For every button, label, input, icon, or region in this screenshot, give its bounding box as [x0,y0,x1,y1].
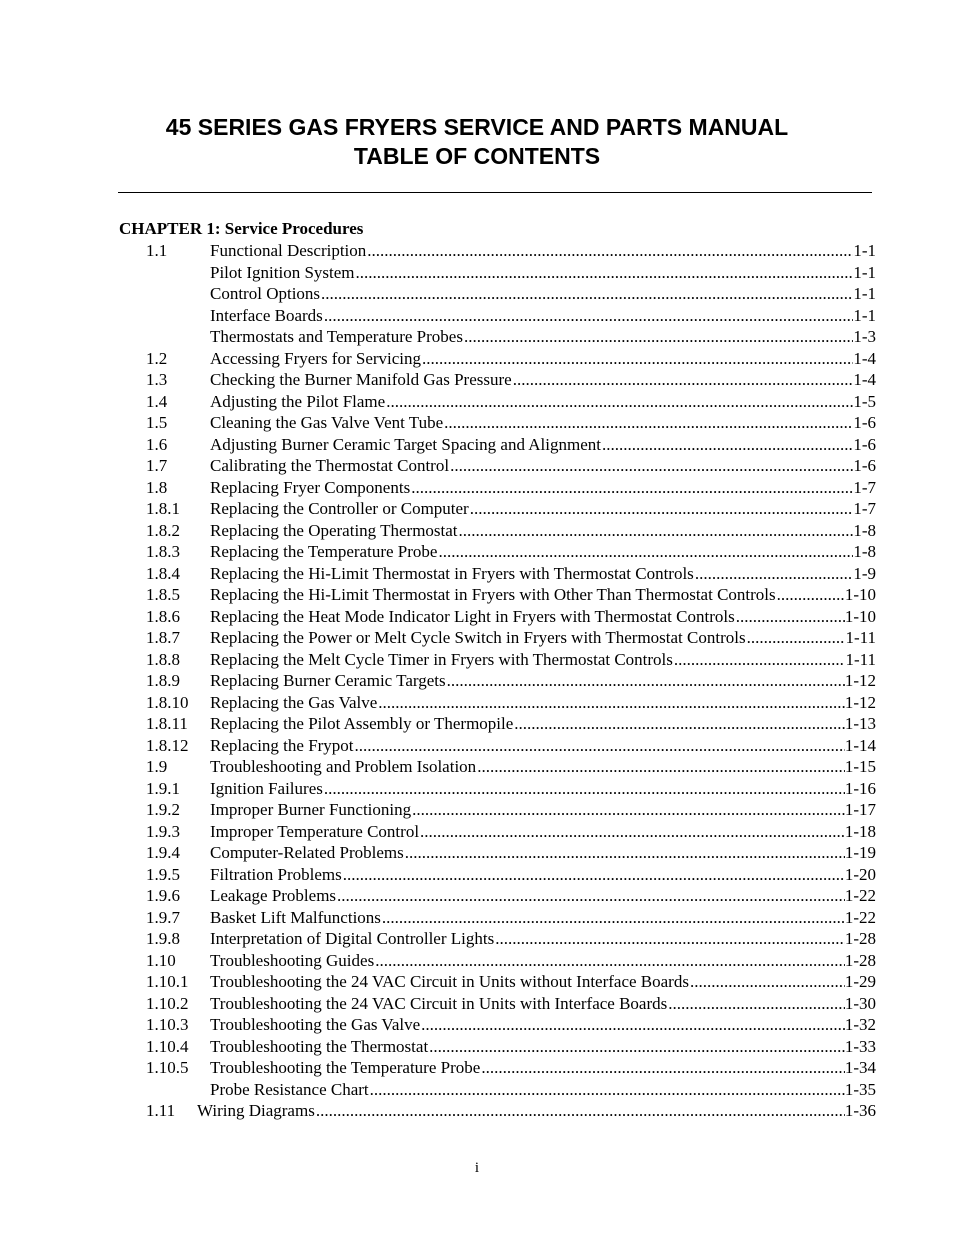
toc-entry[interactable] [0,434,954,456]
toc-entry-title: Improper Temperature Control [210,821,420,841]
toc-entry-leader-line [210,240,876,262]
toc-entry-leader-line [210,735,876,757]
toc-entry[interactable] [0,348,954,370]
toc-entry-title: Improper Burner Functioning [210,800,412,819]
toc-entry[interactable] [0,606,954,628]
toc-entry-leader-line [210,1036,876,1058]
document-title-line1: 45 SERIES GAS FRYERS SERVICE AND PARTS MANUAL [165,114,789,140]
toc-entry-title: Interpretation of Digital Controller Lights [210,929,495,948]
toc-entry[interactable] [0,455,954,477]
toc-dot-leader [337,885,845,907]
toc-entry[interactable] [0,326,954,348]
toc-entry-title: Computer-Related Problems [210,843,404,862]
toc-entry-leader-line [210,584,876,606]
toc-entry-number: 1.10.5 [146,1058,189,1077]
toc-dot-leader [429,1036,845,1058]
toc-entry-number: 1.9.1 [146,778,180,798]
toc-dot-leader [459,520,854,542]
toc-entry-number: 1.8.7 [146,628,180,647]
toc-entry-page: 1-1 [853,305,876,325]
toc-dot-leader [668,993,845,1015]
toc-entry-leader-line [210,477,876,499]
toc-entry-leader-line [210,756,876,778]
toc-entry-page: 1-6 [853,413,876,432]
toc-entry-page: 1-10 [844,585,876,604]
toc-entry-title: Control Options [210,284,321,303]
toc-dot-leader [602,434,853,456]
toc-dot-leader [420,821,845,843]
toc-entry-number: 1.3 [146,370,168,389]
toc-entry-page: 1-1 [853,241,876,260]
toc-entry-title: Calibrating the Thermostat Control [210,456,450,475]
toc-entry-number: 1.8.5 [146,585,180,604]
toc-entry-number: 1.1 [146,241,168,260]
toc-dot-leader [375,950,845,972]
toc-entry-leader-line [210,455,876,477]
toc-entry-title: Replacing Fryer Components [210,477,411,497]
toc-dot-leader [674,649,846,671]
toc-dot-leader [777,584,845,606]
toc-entry-number: 1.8.8 [146,649,180,669]
toc-entry[interactable] [0,778,954,800]
toc-entry-title: Replacing the Frypot [210,735,354,755]
toc-entry-page: 1-8 [853,542,876,561]
toc-dot-leader [450,455,853,477]
toc-entry[interactable] [0,1079,954,1101]
toc-entry-title: Filtration Problems [210,864,342,884]
toc-entry-leader-line [210,842,876,864]
toc-entry-title: Replacing the Hi-Limit Thermostat in Fryers with Other Than Thermostat Controls [210,585,776,604]
toc-entry-number: 1.2 [146,348,168,368]
toc-dot-leader [405,842,845,864]
toc-entry-number: 1.9 [146,757,168,776]
toc-entry-title: Replacing Burner Ceramic Targets [210,671,446,690]
toc-entry-number: 1.8 [146,477,168,497]
toc-dot-leader [412,799,845,821]
toc-entry-number: 1.8.2 [146,520,180,540]
toc-entry-page: 1-22 [844,907,876,927]
toc-entry-page: 1-34 [844,1058,876,1077]
toc-dot-leader [747,627,846,649]
toc-entry-title: Troubleshooting the Gas Valve [210,1015,421,1034]
toc-entry-page: 1-36 [844,1101,876,1120]
toc-entry-number: 1.10.4 [146,1036,189,1056]
toc-entry[interactable] [0,950,954,972]
toc-entry[interactable] [0,885,954,907]
toc-entry-number: 1.8.4 [146,563,180,583]
toc-entry-leader-line [210,778,876,800]
toc-entry-number: 1.9.3 [146,821,180,841]
toc-dot-leader [321,283,853,305]
toc-entry-leader-line [210,864,876,886]
toc-entry-number: 1.8.11 [146,714,188,733]
toc-entry-page: 1-3 [853,327,876,346]
toc-entry-leader-line [210,305,876,327]
toc-dot-leader [513,369,854,391]
toc-entry-page: 1-4 [853,370,876,389]
toc-entry-title: Cleaning the Gas Valve Vent Tube [210,413,444,432]
toc-entry[interactable] [0,541,954,563]
toc-dot-leader [370,1079,845,1101]
toc-entry-page: 1-9 [853,563,876,583]
toc-entry-page: 1-17 [844,800,876,819]
toc-entry-number: 1.9.5 [146,864,180,884]
toc-entry-number: 1.8.1 [146,499,180,518]
toc-entry-title: Replacing the Gas Valve [210,692,378,712]
toc-entry-title: Probe Resistance Chart [210,1079,369,1099]
toc-entry-leader-line [210,434,876,456]
toc-entry-leader-line [210,627,876,649]
toc-entry-leader-line [210,326,876,348]
toc-entry[interactable] [0,262,954,284]
toc-entry-title: Troubleshooting the 24 VAC Circuit in Units with Interface Boards [210,993,668,1013]
toc-entry-page: 1-14 [844,735,876,755]
toc-entry-page: 1-30 [844,993,876,1013]
toc-entry-leader-line [210,412,876,434]
table-of-contents [0,240,954,1122]
toc-entry[interactable] [0,756,954,778]
toc-entry-title: Troubleshooting the 24 VAC Circuit in Units without Interface Boards [210,972,689,991]
toc-entry-page: 1-28 [844,950,876,970]
toc-entry[interactable] [0,713,954,735]
chapter-heading: CHAPTER 1: Service Procedures [119,219,364,238]
toc-entry-page: 1-18 [844,821,876,841]
toc-dot-leader [470,498,854,520]
toc-entry[interactable] [0,735,954,757]
toc-entry[interactable] [0,498,954,520]
toc-entry-leader-line [210,950,876,972]
toc-entry-leader-line [210,541,876,563]
toc-entry-page: 1-4 [853,348,876,368]
toc-entry-leader-line [210,262,876,284]
toc-entry-title: Interface Boards [210,305,323,325]
toc-entry-title: Thermostats and Temperature Probes [210,327,463,346]
toc-dot-leader [355,735,845,757]
toc-entry[interactable] [0,799,954,821]
toc-entry[interactable] [0,240,954,262]
toc-entry-page: 1-6 [853,434,876,454]
toc-entry-page: 1-35 [844,1079,876,1099]
toc-entry-title: Replacing the Pilot Assembly or Thermopile [210,714,514,733]
toc-dot-leader [378,692,845,714]
toc-dot-leader [343,864,845,886]
toc-entry-page: 1-6 [853,456,876,475]
toc-entry-leader-line [197,1100,876,1122]
document-title-line2: TABLE OF CONTENTS [353,143,601,169]
toc-dot-leader [464,326,853,348]
toc-entry-leader-line [210,1014,876,1036]
toc-dot-leader [324,305,854,327]
toc-entry-title: Troubleshooting and Problem Isolation [210,757,477,776]
toc-entry[interactable] [0,670,954,692]
toc-entry-number: 1.9.4 [146,843,180,862]
toc-dot-leader [411,477,853,499]
toc-entry-page: 1-12 [844,692,876,712]
toc-entry-title: Pilot Ignition System [210,262,355,282]
toc-entry-page: 1-33 [844,1036,876,1056]
toc-entry-leader-line [210,713,876,735]
toc-entry-leader-line [210,391,876,413]
toc-entry-number: 1.10.2 [146,993,189,1013]
toc-entry-title: Adjusting the Pilot Flame [210,391,386,411]
toc-dot-leader [386,391,853,413]
toc-entry-number: 1.10.3 [146,1015,189,1034]
toc-entry-page: 1-15 [844,757,876,776]
toc-entry-title: Basket Lift Malfunctions [210,907,381,927]
toc-dot-leader [514,713,845,735]
toc-entry-number: 1.4 [146,391,168,411]
toc-entry-page: 1-11 [845,628,876,647]
toc-entry-number: 1.8.6 [146,606,180,626]
toc-entry-number: 1.11 [146,1101,176,1120]
toc-entry[interactable] [0,584,954,606]
toc-entry[interactable] [0,1036,954,1058]
toc-entry-title: Adjusting Burner Ceramic Target Spacing and Alignment [210,434,601,454]
toc-dot-leader [367,240,853,262]
toc-entry-page: 1-32 [844,1015,876,1034]
toc-entry-page: 1-7 [853,477,876,497]
toc-entry-leader-line [210,971,876,993]
toc-entry-number: 1.8.10 [146,692,189,712]
toc-entry-number: 1.10 [146,950,176,970]
toc-entry-page: 1-5 [853,391,876,411]
toc-entry-page: 1-20 [844,864,876,884]
toc-entry[interactable] [0,477,954,499]
toc-entry-leader-line [210,928,876,950]
toc-entry-page: 1-19 [844,843,876,862]
toc-entry-page: 1-1 [853,284,876,303]
toc-entry-leader-line [210,283,876,305]
toc-entry-title: Checking the Burner Manifold Gas Pressure [210,370,512,389]
toc-entry-title: Troubleshooting the Thermostat [210,1036,429,1056]
toc-entry-number: 1.9.6 [146,886,180,905]
toc-entry[interactable] [0,864,954,886]
toc-entry-title: Accessing Fryers for Servicing [210,348,422,368]
toc-entry-leader-line [210,885,876,907]
toc-entry[interactable] [0,907,954,929]
toc-entry[interactable] [0,520,954,542]
toc-dot-leader [422,348,853,370]
toc-entry-leader-line [210,993,876,1015]
toc-dot-leader [324,778,845,800]
toc-entry-page: 1-13 [844,714,876,733]
toc-entry[interactable] [0,928,954,950]
toc-entry-leader-line [210,498,876,520]
toc-entry-leader-line [210,799,876,821]
toc-entry[interactable] [0,993,954,1015]
toc-entry[interactable] [0,369,954,391]
toc-entry-page: 1-16 [844,778,876,798]
toc-entry-page: 1-8 [853,520,876,540]
toc-entry[interactable] [0,649,954,671]
page-number: i [474,1160,480,1176]
toc-entry-leader-line [210,563,876,585]
toc-entry-leader-line [210,606,876,628]
toc-entry[interactable] [0,1014,954,1036]
toc-entry[interactable] [0,627,954,649]
toc-entry-page: 1-29 [844,972,876,991]
toc-entry-title: Replacing the Temperature Probe [210,542,438,561]
toc-entry[interactable] [0,305,954,327]
toc-entry-page: 1-7 [853,499,876,518]
toc-entry-leader-line [210,1079,876,1101]
toc-dot-leader [421,1014,845,1036]
toc-dot-leader [690,971,845,993]
toc-entry-title: Replacing the Melt Cycle Timer in Fryers with Thermostat Controls [210,649,673,669]
toc-entry-title: Wiring Diagrams [197,1101,315,1120]
toc-entry-title: Replacing the Controller or Computer [210,499,469,518]
toc-dot-leader [447,670,845,692]
toc-entry-page: 1-22 [844,886,876,905]
toc-dot-leader [695,563,854,585]
toc-entry-leader-line [210,821,876,843]
toc-entry-title: Troubleshooting Guides [210,950,375,970]
toc-entry-leader-line [210,520,876,542]
toc-entry-number: 1.9.8 [146,929,180,948]
toc-entry-number: 1.8.12 [146,735,189,755]
toc-entry-number: 1.9.2 [146,800,180,819]
toc-entry-leader-line [210,649,876,671]
toc-entry-number: 1.9.7 [146,907,180,927]
toc-dot-leader [382,907,845,929]
toc-entry-leader-line [210,670,876,692]
toc-entry-number: 1.8.3 [146,542,180,561]
toc-entry-title: Leakage Problems [210,886,337,905]
toc-entry-page: 1-28 [844,929,876,948]
toc-entry-leader-line [210,369,876,391]
toc-entry-leader-line [210,907,876,929]
toc-dot-leader [495,928,845,950]
toc-entry[interactable] [0,821,954,843]
toc-entry[interactable] [0,1057,954,1079]
toc-entry-number: 1.5 [146,413,168,432]
toc-entry[interactable] [0,391,954,413]
toc-entry-page: 1-11 [845,649,876,669]
toc-entry-number: 1.7 [146,456,168,475]
toc-entry-page: 1-1 [853,262,876,282]
toc-dot-leader [356,262,854,284]
toc-entry-leader-line [210,348,876,370]
toc-entry[interactable] [0,971,954,993]
toc-entry-title: Replacing the Hi-Limit Thermostat in Fryers with Thermostat Controls [210,563,694,583]
toc-entry-title: Replacing the Heat Mode Indicator Light in Fryers with Thermostat Controls [210,606,735,626]
toc-dot-leader [477,756,845,778]
toc-entry-leader-line [210,692,876,714]
toc-entry-title: Replacing the Operating Thermostat [210,520,458,540]
toc-entry-page: 1-12 [844,671,876,690]
toc-dot-leader [438,541,853,563]
toc-entry[interactable] [0,692,954,714]
toc-entry[interactable] [0,283,954,305]
toc-dot-leader [316,1100,845,1122]
toc-entry[interactable] [0,1100,954,1122]
toc-entry-title: Replacing the Power or Melt Cycle Switch in Fryers with Thermostat Controls [210,628,746,647]
toc-entry-number: 1.10.1 [146,972,189,991]
toc-entry-title: Ignition Failures [210,778,323,798]
toc-entry-title: Troubleshooting the Temperature Probe [210,1058,481,1077]
toc-dot-leader [736,606,845,628]
toc-entry-page: 1-10 [844,606,876,626]
toc-entry-number: 1.6 [146,434,168,454]
title-divider [118,192,872,193]
toc-entry-number: 1.8.9 [146,671,180,690]
toc-entry[interactable] [0,842,954,864]
toc-entry[interactable] [0,563,954,585]
toc-entry-title: Functional Description [210,241,367,260]
toc-entry[interactable] [0,412,954,434]
toc-entry-leader-line [210,1057,876,1079]
toc-dot-leader [481,1057,845,1079]
toc-dot-leader [444,412,853,434]
